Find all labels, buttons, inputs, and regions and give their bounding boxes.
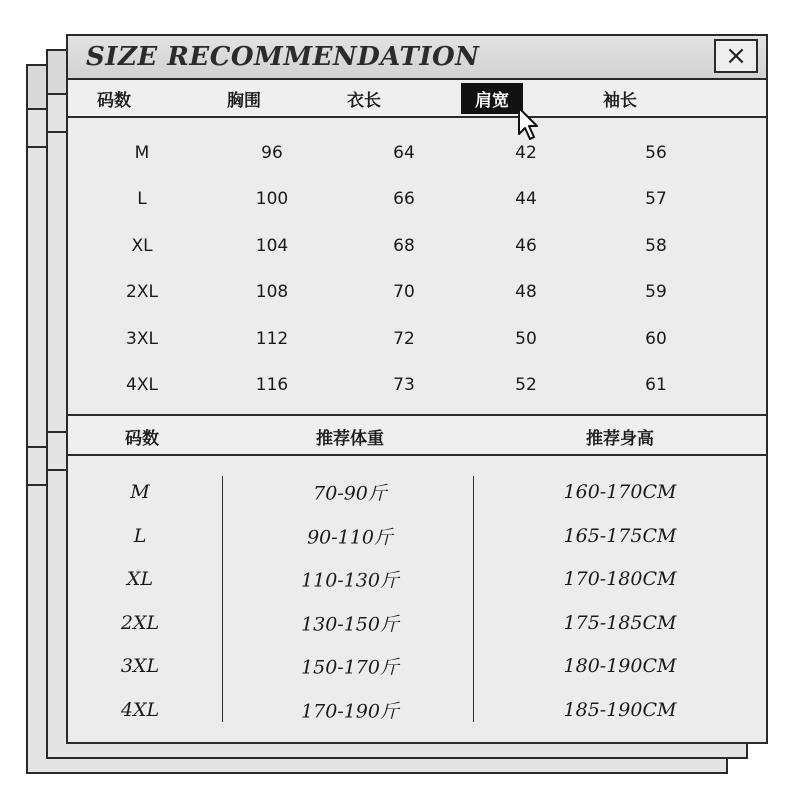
measure-cell-length: 72 [393,328,415,349]
measure-cell-sleeve: 60 [645,328,667,349]
measure-cell-length: 68 [393,235,415,256]
column-divider [473,476,474,722]
measure-cell-length: 66 [393,189,415,210]
measure-cell-chest: 96 [261,143,283,163]
measure-cell-chest: 100 [255,189,289,210]
recommend-cell-size: 3XL [120,655,160,677]
measure-cell-sleeve: 57 [645,189,667,210]
recommend-cell-size: 2XL [120,611,160,634]
measure-cell-length: 64 [393,143,415,163]
recommend-cell-height: 165-175CM [563,524,677,547]
measure-cell-chest: 112 [255,328,289,349]
header-size[interactable]: 码数 [97,91,131,111]
header-recommended-weight[interactable]: 推荐体重 [316,429,384,449]
measure-cell-chest: 104 [255,235,289,256]
header-sleeve[interactable]: 袖长 [603,91,637,111]
measure-cell-size: M [134,143,150,163]
recommend-cell-size: L [133,524,147,547]
measure-cell-sleeve: 58 [645,235,667,256]
measure-cell-sleeve: 61 [645,375,667,395]
measure-cell-shoulder: 44 [515,189,537,210]
recommend-table-header [68,414,766,456]
measure-cell-sleeve: 59 [645,282,667,303]
recommend-cell-height: 160-170CM [563,481,677,503]
measure-cell-sleeve: 56 [645,143,667,163]
measure-cell-shoulder: 50 [515,328,537,349]
column-divider [222,476,223,722]
header-shoulder-selected[interactable]: 肩宽 [461,83,523,114]
close-button[interactable] [714,39,758,73]
measure-cell-shoulder: 42 [515,143,537,163]
size-recommendation-window [66,34,768,744]
measure-cell-shoulder: 46 [515,235,537,256]
recommend-cell-size: XL [126,568,154,590]
arrow-cursor-icon [516,106,542,142]
recommend-cell-size: M [130,481,150,503]
header-chest[interactable]: 胸围 [227,91,261,111]
header-size[interactable]: 码数 [125,429,159,449]
recommend-cell-weight: 130-150斤 [301,613,399,635]
header-recommended-height[interactable]: 推荐身高 [586,429,654,449]
measure-cell-size: L [137,189,147,210]
recommend-cell-height: 185-190CM [563,698,677,721]
recommend-cell-weight: 170-190斤 [301,700,399,722]
measure-cell-chest: 116 [255,375,289,395]
measure-table-header [68,80,766,118]
measure-cell-size: 4XL [126,375,158,395]
measure-cell-length: 70 [393,282,415,303]
recommend-cell-weight: 70-90斤 [313,482,387,505]
recommend-cell-weight: 90-110斤 [307,526,393,548]
window-titlebar[interactable] [68,36,766,80]
recommend-cell-height: 175-185CM [563,611,677,634]
measure-cell-size: 2XL [126,282,158,303]
recommend-cell-height: 170-180CM [563,568,677,590]
close-icon: × [725,41,747,71]
header-length[interactable]: 衣长 [347,91,381,111]
measure-cell-size: XL [131,235,153,256]
measure-cell-shoulder: 52 [515,375,537,395]
measure-cell-shoulder: 48 [515,282,537,303]
window-title: SIZE RECOMMENDATION [86,42,480,72]
recommend-cell-weight: 150-170斤 [301,656,399,679]
measure-cell-length: 73 [393,375,415,395]
measure-cell-size: 3XL [126,328,158,349]
recommend-cell-size: 4XL [120,698,160,721]
recommend-cell-height: 180-190CM [563,655,677,677]
measure-cell-chest: 108 [255,282,289,303]
recommend-cell-weight: 110-130斤 [301,569,399,592]
